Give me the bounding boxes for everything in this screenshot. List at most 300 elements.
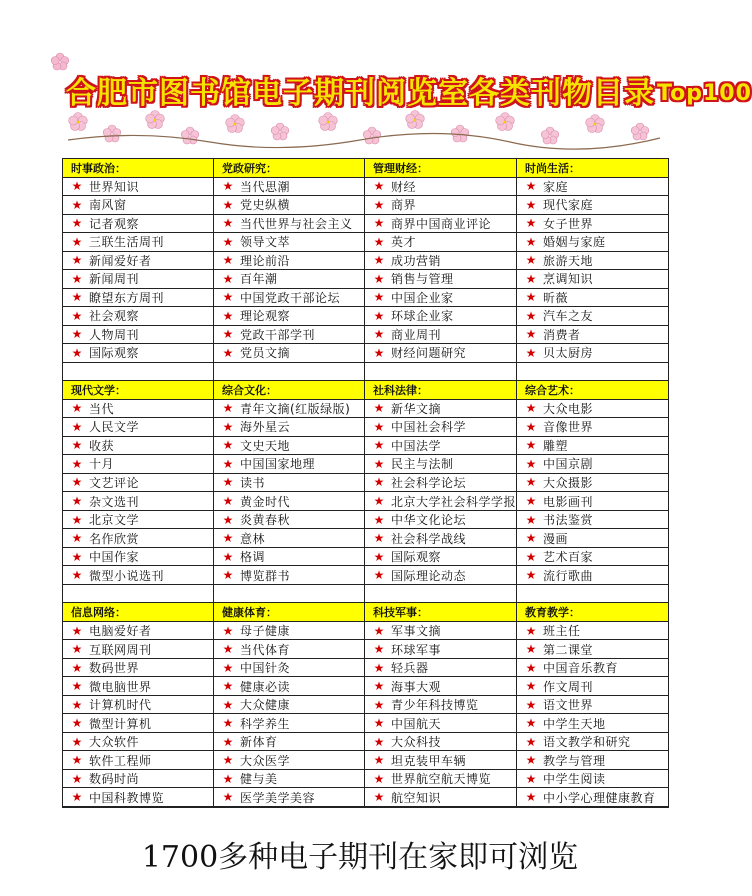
periodical-name: 微型小说选刊 xyxy=(89,568,165,583)
star-icon: ★ xyxy=(222,697,234,712)
periodical-item xyxy=(63,492,214,511)
periodical-name: 中小学心理健康教育 xyxy=(543,790,656,805)
category-header: 管理财经： xyxy=(365,159,517,178)
periodical-item xyxy=(63,640,214,659)
periodical-item xyxy=(214,455,365,474)
star-icon: ★ xyxy=(373,494,385,508)
periodical-item xyxy=(63,566,214,585)
periodical-name: 成功营销 xyxy=(390,253,441,268)
periodical-item xyxy=(63,529,214,548)
periodical-name: 收获 xyxy=(89,438,115,453)
periodical-name: 数码时尚 xyxy=(89,772,140,787)
star-icon: ★ xyxy=(71,234,83,249)
periodical-name: 博览群书 xyxy=(239,568,290,583)
page-title xyxy=(66,68,752,112)
periodical-name: 国际观察 xyxy=(89,346,140,361)
periodical-name: 文艺评论 xyxy=(89,475,140,490)
periodical-item xyxy=(365,289,517,308)
periodical-name: 读书 xyxy=(239,475,265,490)
star-icon: ★ xyxy=(525,234,537,249)
periodical-item xyxy=(214,326,365,345)
star-icon: ★ xyxy=(222,401,234,416)
star-icon: ★ xyxy=(71,716,83,731)
star-icon: ★ xyxy=(525,456,537,471)
periodical-item xyxy=(365,307,517,326)
periodical-item xyxy=(63,677,214,696)
periodical-name: 商界 xyxy=(390,198,416,213)
star-icon: ★ xyxy=(71,790,83,805)
periodical-name: 语文教学和研究 xyxy=(543,735,631,750)
periodical-item xyxy=(63,770,214,789)
periodical-name: 大众软件 xyxy=(89,735,140,750)
periodical-name: 人民文学 xyxy=(89,420,140,435)
periodical-name: 当代思潮 xyxy=(239,179,290,194)
star-icon: ★ xyxy=(373,568,385,583)
star-icon: ★ xyxy=(222,790,234,805)
periodical-item xyxy=(214,622,365,641)
star-icon: ★ xyxy=(71,494,83,508)
periodical-item xyxy=(214,474,365,493)
periodical-item xyxy=(517,566,668,585)
star-icon: ★ xyxy=(525,179,537,194)
periodical-item xyxy=(517,696,668,715)
star-icon: ★ xyxy=(525,401,537,416)
star-icon: ★ xyxy=(373,290,385,305)
periodical-item xyxy=(214,640,365,659)
star-icon: ★ xyxy=(71,401,83,416)
periodical-name: 作文周刊 xyxy=(543,679,594,694)
periodical-name: 健康必读 xyxy=(239,679,290,694)
periodical-name: 消费者 xyxy=(543,327,581,342)
star-icon: ★ xyxy=(525,531,537,546)
star-icon: ★ xyxy=(525,790,537,805)
spacer-cell xyxy=(214,363,365,382)
periodical-item xyxy=(517,659,668,678)
spacer-cell xyxy=(63,585,214,604)
periodical-name: 新闻爱好者 xyxy=(89,253,152,268)
periodical-name: 北京文学 xyxy=(89,513,140,528)
periodical-item xyxy=(63,659,214,678)
star-icon: ★ xyxy=(525,734,537,749)
periodical-name: 青年文摘(红版绿版) xyxy=(239,401,351,416)
periodical-item xyxy=(517,196,668,215)
periodical-name: 三联生活周刊 xyxy=(89,235,165,250)
star-icon: ★ xyxy=(373,790,385,805)
star-icon: ★ xyxy=(373,327,385,342)
periodical-name: 社会科学战线 xyxy=(390,531,466,546)
star-icon: ★ xyxy=(71,327,83,342)
periodical-item xyxy=(63,326,214,345)
periodical-name: 中国针灸 xyxy=(239,661,290,676)
periodical-item xyxy=(63,233,214,252)
star-icon: ★ xyxy=(71,642,83,657)
periodical-item xyxy=(517,326,668,345)
periodical-item xyxy=(214,770,365,789)
star-icon: ★ xyxy=(222,290,234,305)
periodical-name: 中国音乐教育 xyxy=(543,661,619,676)
title-banner xyxy=(60,62,752,152)
periodical-item xyxy=(365,566,517,585)
periodical-item xyxy=(517,418,668,437)
periodical-name: 新华文摘 xyxy=(390,401,441,416)
star-icon: ★ xyxy=(525,623,537,638)
periodical-name: 新闻周刊 xyxy=(89,272,140,287)
periodical-item xyxy=(517,548,668,567)
star-icon: ★ xyxy=(222,253,234,268)
periodical-item xyxy=(63,307,214,326)
periodical-name: 海事大观 xyxy=(390,679,441,694)
periodical-name: 记者观察 xyxy=(89,216,140,231)
star-icon: ★ xyxy=(71,568,83,583)
title-text: 合肥市图书馆电子期刊阅览室各类刊物目录 xyxy=(66,76,655,111)
star-icon: ★ xyxy=(525,660,537,675)
periodical-item xyxy=(365,474,517,493)
periodical-name: 财经问题研究 xyxy=(390,346,466,361)
periodical-item xyxy=(517,474,668,493)
periodical-item xyxy=(365,418,517,437)
periodical-name: 软件工程师 xyxy=(89,753,152,768)
periodical-name: 旅游天地 xyxy=(543,253,594,268)
periodical-item xyxy=(63,788,214,807)
star-icon: ★ xyxy=(373,734,385,749)
periodical-name: 昕薇 xyxy=(543,290,569,305)
periodical-item xyxy=(214,511,365,530)
star-icon: ★ xyxy=(373,308,385,323)
category-header: 科技军事： xyxy=(365,603,517,622)
periodical-item xyxy=(517,307,668,326)
periodical-name: 商业周刊 xyxy=(390,327,441,342)
star-icon: ★ xyxy=(71,197,83,212)
star-icon: ★ xyxy=(373,197,385,212)
spacer-cell xyxy=(517,585,668,604)
star-icon: ★ xyxy=(222,271,234,286)
periodical-item xyxy=(365,233,517,252)
periodical-item xyxy=(365,511,517,530)
star-icon: ★ xyxy=(71,216,83,231)
periodical-item xyxy=(365,696,517,715)
star-icon: ★ xyxy=(373,179,385,194)
periodical-name: 雕塑 xyxy=(543,438,569,453)
star-icon: ★ xyxy=(222,345,234,360)
periodical-item xyxy=(63,400,214,419)
periodical-item xyxy=(517,751,668,770)
periodical-name: 健与美 xyxy=(239,772,278,787)
periodical-name: 海外星云 xyxy=(239,420,290,435)
star-icon: ★ xyxy=(71,679,83,694)
periodical-name: 党政干部学刊 xyxy=(239,327,315,342)
periodical-item xyxy=(63,714,214,733)
periodical-item xyxy=(517,289,668,308)
periodical-item xyxy=(517,215,668,234)
star-icon: ★ xyxy=(525,494,537,508)
star-icon: ★ xyxy=(525,308,537,323)
periodical-item xyxy=(517,270,668,289)
periodical-item xyxy=(365,344,517,363)
star-icon: ★ xyxy=(222,512,234,527)
star-icon: ★ xyxy=(525,419,537,434)
star-icon: ★ xyxy=(71,345,83,360)
periodical-item xyxy=(63,215,214,234)
star-icon: ★ xyxy=(71,419,83,434)
periodical-name: 科学养生 xyxy=(239,716,290,731)
periodical-item xyxy=(63,511,214,530)
periodical-name: 理论观察 xyxy=(239,309,290,324)
periodical-name: 中国科教博览 xyxy=(89,790,165,805)
star-icon: ★ xyxy=(71,253,83,268)
periodical-name: 当代 xyxy=(89,401,115,416)
periodical-name: 婚姻与家庭 xyxy=(543,235,606,250)
periodical-name: 社会观察 xyxy=(89,309,140,324)
periodical-item xyxy=(517,437,668,456)
star-icon: ★ xyxy=(373,438,385,453)
star-icon: ★ xyxy=(373,642,385,657)
periodical-item xyxy=(365,529,517,548)
periodical-name: 世界航空航天博览 xyxy=(390,772,491,787)
periodical-name: 军事文摘 xyxy=(390,624,441,639)
star-icon: ★ xyxy=(222,216,234,231)
star-icon: ★ xyxy=(71,734,83,749)
periodical-name: 人物周刊 xyxy=(89,327,140,342)
periodical-item xyxy=(214,344,365,363)
star-icon: ★ xyxy=(373,679,385,694)
periodical-item xyxy=(365,788,517,807)
periodical-item xyxy=(365,659,517,678)
periodical-item xyxy=(214,492,365,511)
periodical-item xyxy=(63,344,214,363)
star-icon: ★ xyxy=(222,327,234,342)
periodical-item xyxy=(517,511,668,530)
category-header: 时事政治： xyxy=(63,159,214,178)
periodical-item xyxy=(63,622,214,641)
periodical-name: 南风窗 xyxy=(89,198,127,213)
periodical-name: 轻兵器 xyxy=(390,661,429,676)
star-icon: ★ xyxy=(222,308,234,323)
star-icon: ★ xyxy=(373,253,385,268)
star-icon: ★ xyxy=(222,623,234,638)
periodical-item xyxy=(365,770,517,789)
periodical-name: 汽车之友 xyxy=(543,309,594,324)
star-icon: ★ xyxy=(222,456,234,471)
periodical-item xyxy=(63,751,214,770)
periodical-name: 航空知识 xyxy=(390,790,441,805)
periodical-item xyxy=(214,566,365,585)
spacer-cell xyxy=(63,363,214,382)
periodical-name: 民主与法制 xyxy=(390,457,454,472)
star-icon: ★ xyxy=(222,197,234,212)
periodical-name: 母子健康 xyxy=(239,624,290,639)
periodical-name: 瞭望东方周刊 xyxy=(89,290,165,305)
periodical-item xyxy=(517,492,668,511)
periodical-name: 中国作家 xyxy=(89,550,140,565)
periodical-name: 大众电影 xyxy=(543,401,594,416)
star-icon: ★ xyxy=(71,290,83,305)
star-icon: ★ xyxy=(525,271,537,286)
category-header: 社科法律： xyxy=(365,381,517,400)
star-icon: ★ xyxy=(373,771,385,786)
star-icon: ★ xyxy=(525,753,537,768)
periodical-name: 名作欣赏 xyxy=(89,531,140,546)
star-icon: ★ xyxy=(525,290,537,305)
star-icon: ★ xyxy=(373,549,385,564)
periodical-name: 微型计算机 xyxy=(89,716,152,731)
periodical-name: 计算机时代 xyxy=(89,698,152,713)
periodical-item xyxy=(63,548,214,567)
star-icon: ★ xyxy=(525,327,537,342)
periodical-item xyxy=(365,751,517,770)
periodical-name: 电影画刊 xyxy=(543,494,594,509)
star-icon: ★ xyxy=(222,660,234,675)
star-icon: ★ xyxy=(373,623,385,638)
star-icon: ★ xyxy=(71,179,83,194)
periodical-item xyxy=(365,252,517,271)
periodical-item xyxy=(365,215,517,234)
periodical-item xyxy=(214,437,365,456)
star-icon: ★ xyxy=(525,216,537,231)
periodical-name: 国际观察 xyxy=(390,550,441,565)
periodical-name: 英才 xyxy=(390,235,416,250)
periodical-name: 杂文选刊 xyxy=(89,494,140,509)
periodical-item xyxy=(517,622,668,641)
periodical-name: 互联网周刊 xyxy=(89,642,152,657)
star-icon: ★ xyxy=(373,475,385,490)
periodical-item xyxy=(63,270,214,289)
star-icon: ★ xyxy=(373,216,385,231)
star-icon: ★ xyxy=(373,419,385,434)
periodical-name: 炎黄春秋 xyxy=(239,513,290,528)
periodical-name: 黄金时代 xyxy=(239,494,290,509)
periodical-item xyxy=(63,437,214,456)
periodical-item xyxy=(365,492,517,511)
periodical-name: 音像世界 xyxy=(543,420,594,435)
periodical-name: 微电脑世界 xyxy=(89,679,152,694)
periodical-name: 现代家庭 xyxy=(543,198,594,213)
periodical-item xyxy=(214,529,365,548)
spacer-cell xyxy=(365,585,517,604)
periodical-name: 国际理论动态 xyxy=(390,568,466,583)
periodical-item xyxy=(365,733,517,752)
star-icon: ★ xyxy=(71,271,83,286)
periodical-name: 流行歌曲 xyxy=(543,568,594,583)
star-icon: ★ xyxy=(525,549,537,564)
star-icon: ★ xyxy=(525,253,537,268)
star-icon: ★ xyxy=(71,697,83,712)
periodical-name: 青少年科技博览 xyxy=(390,698,479,713)
periodical-name: 财经 xyxy=(390,179,416,194)
periodical-name: 意林 xyxy=(239,531,265,546)
star-icon: ★ xyxy=(71,456,83,471)
periodical-item xyxy=(214,307,365,326)
periodical-name: 数码世界 xyxy=(89,661,140,676)
star-icon: ★ xyxy=(222,234,234,249)
star-icon: ★ xyxy=(71,308,83,323)
periodical-item xyxy=(214,418,365,437)
periodical-item xyxy=(517,529,668,548)
category-header: 信息网络： xyxy=(63,603,214,622)
periodical-name: 世界知识 xyxy=(89,179,140,194)
periodical-item xyxy=(214,215,365,234)
periodical-item xyxy=(214,289,365,308)
periodical-item xyxy=(365,677,517,696)
periodical-name: 中国国家地理 xyxy=(239,457,315,472)
periodical-item xyxy=(365,437,517,456)
periodical-item xyxy=(365,400,517,419)
periodical-item xyxy=(517,677,668,696)
periodical-name: 家庭 xyxy=(543,179,569,194)
periodical-name: 中国法学 xyxy=(390,438,441,453)
star-icon: ★ xyxy=(373,345,385,360)
periodical-table xyxy=(62,158,669,808)
periodical-item xyxy=(517,788,668,807)
periodical-item xyxy=(63,178,214,197)
periodical-item xyxy=(365,326,517,345)
periodical-item xyxy=(214,196,365,215)
periodical-item xyxy=(214,400,365,419)
star-icon: ★ xyxy=(525,697,537,712)
star-icon: ★ xyxy=(373,234,385,249)
periodical-item xyxy=(63,455,214,474)
star-icon: ★ xyxy=(525,438,537,453)
periodical-item xyxy=(365,714,517,733)
star-icon: ★ xyxy=(525,475,537,490)
periodical-name: 新体育 xyxy=(239,735,278,750)
star-icon: ★ xyxy=(373,753,385,768)
periodical-item xyxy=(517,640,668,659)
periodical-item xyxy=(517,178,668,197)
periodical-item xyxy=(517,233,668,252)
periodical-name: 中国党政干部论坛 xyxy=(239,290,340,305)
periodical-item xyxy=(214,696,365,715)
star-icon: ★ xyxy=(373,271,385,286)
star-icon: ★ xyxy=(525,345,537,360)
star-icon: ★ xyxy=(525,568,537,583)
periodical-name: 中国社会科学 xyxy=(390,420,466,435)
star-icon: ★ xyxy=(525,197,537,212)
category-header: 教育教学： xyxy=(517,603,668,622)
periodical-name: 语文世界 xyxy=(543,698,594,713)
periodical-name: 贝太厨房 xyxy=(543,346,594,361)
periodical-name: 当代体育 xyxy=(239,642,290,657)
category-header: 现代文学： xyxy=(63,381,214,400)
star-icon: ★ xyxy=(222,716,234,731)
star-icon: ★ xyxy=(222,642,234,657)
periodical-item xyxy=(214,270,365,289)
star-icon: ★ xyxy=(71,549,83,564)
periodical-item xyxy=(63,696,214,715)
periodical-name: 理论前沿 xyxy=(239,253,290,268)
periodical-item xyxy=(214,659,365,678)
star-icon: ★ xyxy=(373,697,385,712)
periodical-item xyxy=(214,733,365,752)
category-header: 党政研究： xyxy=(214,159,365,178)
star-icon: ★ xyxy=(222,179,234,194)
periodical-name: 社会科学论坛 xyxy=(390,475,466,490)
periodical-name: 坦克装甲车辆 xyxy=(390,753,466,768)
star-icon: ★ xyxy=(222,531,234,546)
periodical-name: 漫画 xyxy=(543,531,569,546)
periodical-item xyxy=(214,178,365,197)
periodical-name: 中学生阅读 xyxy=(543,772,606,787)
periodical-name: 大众科技 xyxy=(390,735,441,750)
periodical-item xyxy=(517,733,668,752)
periodical-name: 百年潮 xyxy=(239,272,278,287)
periodical-name: 中国航天 xyxy=(390,716,441,731)
periodical-item xyxy=(214,252,365,271)
star-icon: ★ xyxy=(71,512,83,527)
periodical-name: 女子世界 xyxy=(543,216,594,231)
periodical-item xyxy=(365,196,517,215)
periodical-name: 中华文化论坛 xyxy=(390,513,466,528)
spacer-cell xyxy=(517,363,668,382)
